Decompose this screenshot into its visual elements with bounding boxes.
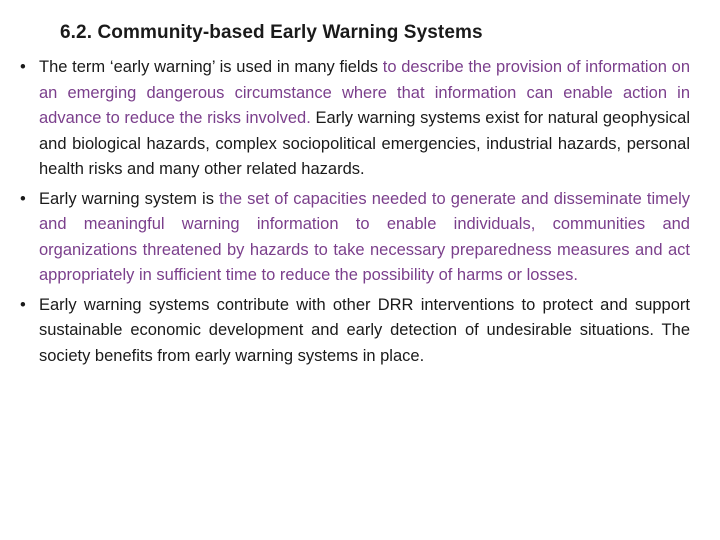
- bullet-3-lead: Early warning systems contribute with other DRR interventions to protect and support sustainable economic development and early detection of undesirable situations. The society benefits from early warning systems in place.: [39, 295, 690, 365]
- bullet-item-2: [18, 187, 690, 289]
- bullet-list: [18, 55, 690, 373]
- slide-title: 6.2. Community-based Early Warning Systems: [60, 22, 483, 43]
- bullet-dot-icon: •: [20, 189, 26, 208]
- bullet-item-3: [18, 293, 690, 370]
- bullet-2-highlight: the set of capacities needed to generate and disseminate timely and meaningful warning information to enable individuals, communities and organizations threatened by hazards to take necessary preparedness measures and act appropriately in sufficient time to reduce the possibility of harms or losses.: [39, 189, 690, 284]
- bullet-1-highlight: to describe the provision of information on an emerging dangerous circumstance where that information can enable action in advance to reduce the risks involved.: [39, 58, 691, 127]
- bullet-dot-icon: •: [20, 58, 26, 76]
- bullet-dot-icon: •: [20, 295, 26, 314]
- bullet-item-1: [18, 55, 690, 183]
- bullet-1-lead: The term ‘early warning’ is used in many fields: [39, 58, 383, 76]
- bullet-2-lead: Early warning system is: [39, 189, 220, 208]
- bullet-1-tail: Early warning systems exist for natural geophysical and biological hazards, complex sociopolitical emergencies, industrial hazards, personal health risks and many other related hazards.: [39, 109, 690, 178]
